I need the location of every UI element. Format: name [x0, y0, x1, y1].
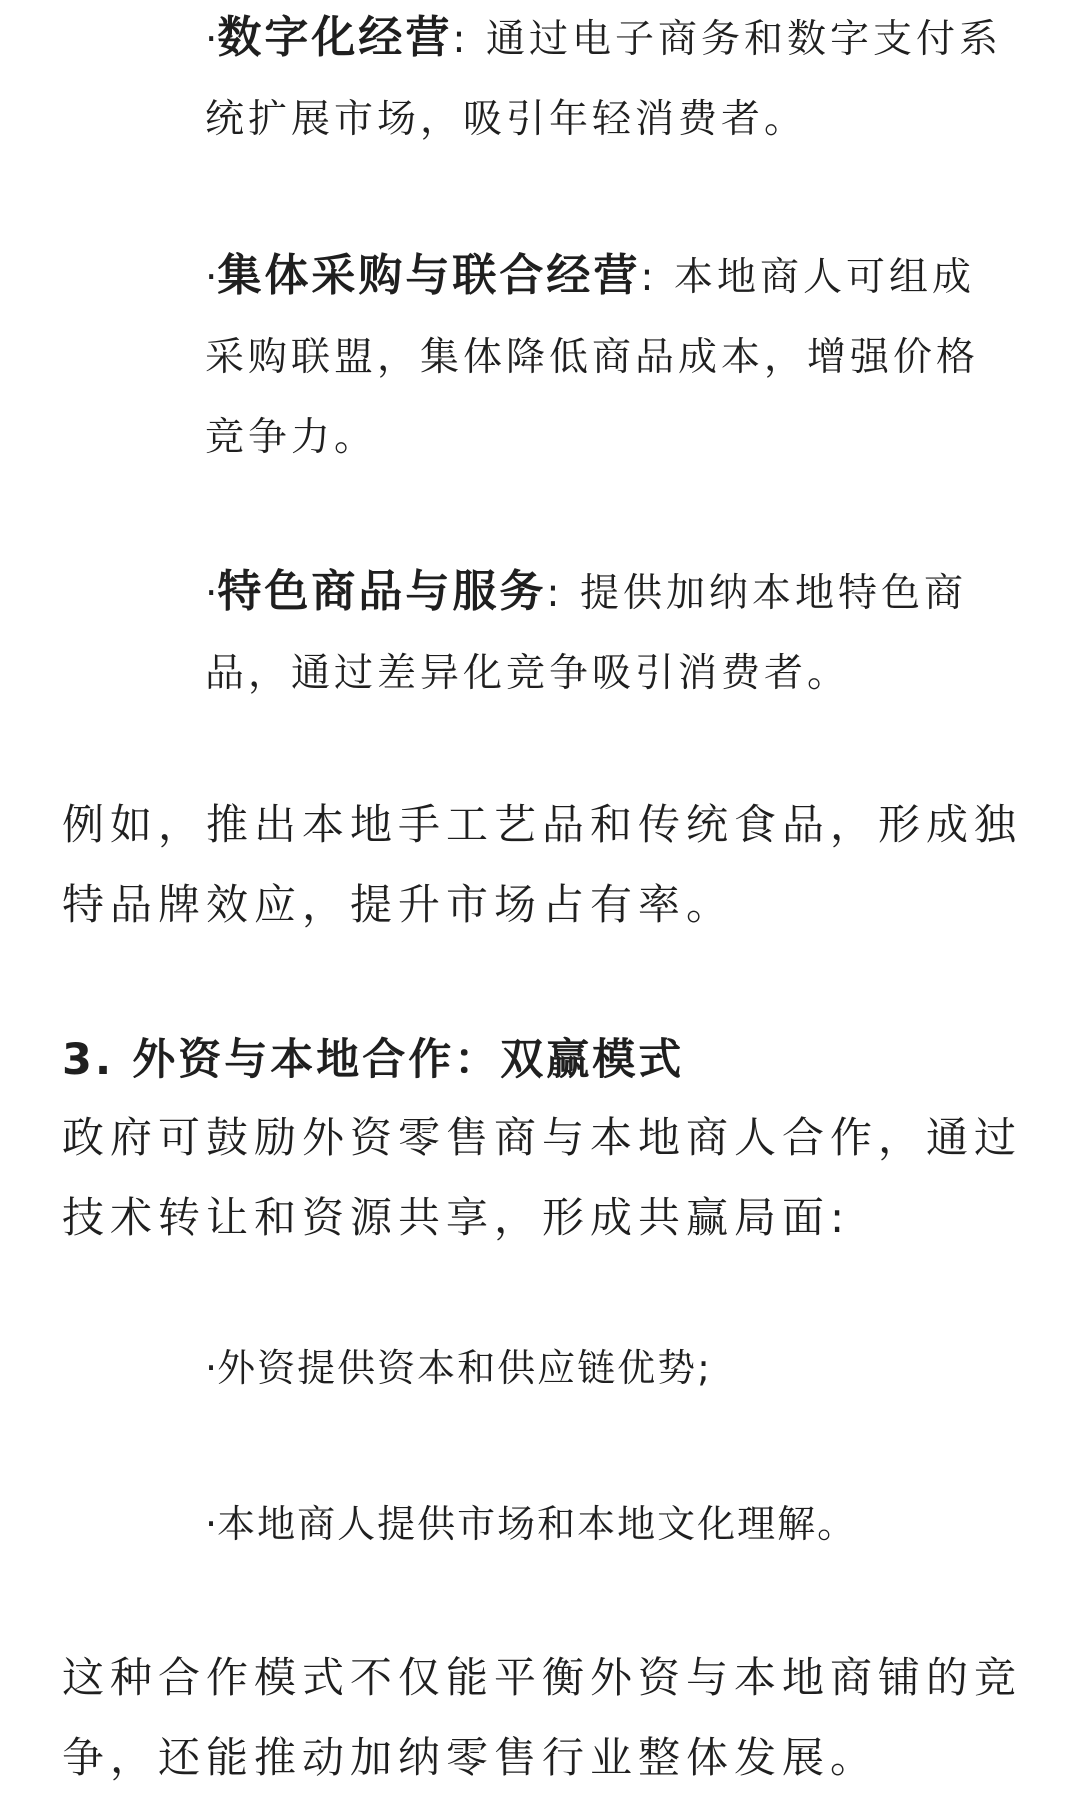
- bullet-separator: :: [452, 17, 486, 62]
- bullet-term: 数字化经营: [217, 12, 453, 63]
- bullet-description: 通过电子商务和数字支付系统扩展市场，吸引年轻消费者。: [205, 17, 1002, 142]
- bullet-dot: ·: [205, 1502, 218, 1546]
- section-heading: 3. 外资与本地合作：双赢模式: [62, 1035, 685, 1085]
- example-paragraph: 例如，推出本地手工艺品和传统食品，形成独特品牌效应，提升市场占有率。: [62, 800, 1023, 929]
- bullet-term: 特色商品与服务: [217, 566, 547, 617]
- bullet-separator: :: [546, 571, 580, 616]
- bullet-term: 集体采购与联合经营: [217, 250, 641, 301]
- bullet-collective-purchasing: [205, 236, 1015, 478]
- section-intro-paragraph: 政府可鼓励外资零售商与本地商人合作，通过技术转让和资源共享，形成共赢局面:: [62, 1113, 1023, 1242]
- bullet-text: 本地商人提供市场和本地文化理解。: [217, 1502, 858, 1546]
- bullet-specialty-goods: [205, 552, 1015, 714]
- bullet-local-merchants: [205, 1484, 1015, 1564]
- bullet-digital-operations: [205, 0, 1015, 160]
- bullet-dot: ·: [205, 571, 218, 616]
- bullet-description: 本地商人可组成采购联盟，集体降低商品成本，增强价格竞争力。: [205, 255, 980, 460]
- bullet-dot: ·: [205, 1346, 218, 1390]
- bullet-separator: :: [640, 255, 674, 300]
- conclusion-paragraph: 这种合作模式不仅能平衡外资与本地商铺的竞争，还能推动加纳零售行业整体发展。: [62, 1653, 1023, 1782]
- bullet-foreign-capital: [205, 1328, 1015, 1408]
- bullet-text: 外资提供资本和供应链优势;: [217, 1346, 712, 1390]
- bullet-dot: ·: [205, 255, 218, 300]
- bullet-dot: ·: [205, 17, 218, 62]
- bullet-description: 提供加纳本地特色商品，通过差异化竞争吸引消费者。: [205, 571, 967, 696]
